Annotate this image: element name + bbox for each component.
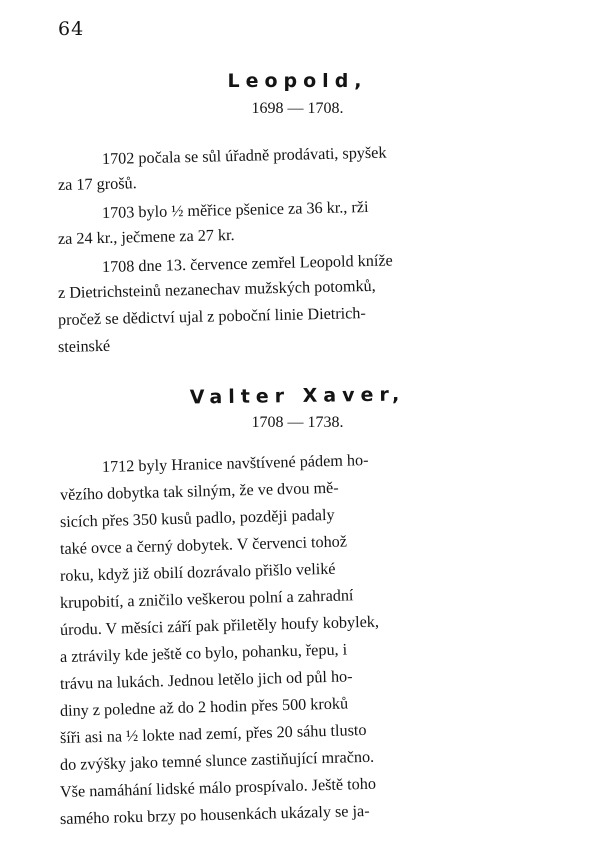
text-line: za 24 kr., ječmene za 27 kr. <box>57 225 235 248</box>
text-line: 1703 bylo ½ měřice pšenice za 36 kr., rži <box>101 197 369 222</box>
section-title-leopold: Leopold, <box>227 70 368 92</box>
text-line: a ztrávily kde ještě co bylo, pohanku, řepu, i <box>59 640 348 666</box>
text-line: roku, když již obilí dozrávalo přišlo veliké <box>59 559 336 585</box>
section-dates-leopold: 1698 — 1708. <box>251 100 344 117</box>
text-line: šíři asi na ½ lokte nad zemí, přes 20 sáhu tlusto <box>59 720 367 747</box>
text-line: vězího dobytka tak silným, že ve dvou mě- <box>59 478 339 504</box>
text-line: také ovce a černý dobytek. V červenci tohož <box>59 532 348 558</box>
text-line: sicích přes 350 kusů padlo, později padaly <box>59 505 335 531</box>
text-line: steinské <box>57 336 111 356</box>
text-line: diny z poledne až do 2 hodin přes 500 kroků <box>59 694 349 720</box>
text-line: Vše namáhání lidské málo prospívalo. Ještě toho <box>59 774 377 801</box>
text-line: krupobití, a zničilo veškerou polní a zahradní <box>59 586 354 612</box>
text-line: 1702 počala se sůl úřadně prodávati, spyšek <box>101 143 387 168</box>
section-title-valter-xaver: Valter Xaver, <box>189 383 406 409</box>
text-line: 1712 byly Hranice navštívené pádem ho- <box>101 451 369 476</box>
page-number: 64 <box>58 18 85 40</box>
text-line: za 17 grošů. <box>57 174 137 194</box>
section-dates-valter-xaver: 1708 — 1738. <box>251 414 344 431</box>
text-line: 1708 dne 13. července zemřel Leopold kníže <box>101 251 393 276</box>
text-line: z Dietrichsteinů nezanechav mužských potomků, <box>57 276 376 302</box>
text-line: úrodu. V měsíci září pak přiletěly houfy kobylek, <box>59 612 380 639</box>
text-line: pročež se dědictví ujal z poboční linie Dietrich- <box>57 304 367 329</box>
text-line: do zvýšky jako temné slunce zastiňující mračno. <box>59 747 375 774</box>
text-line: samého roku brzy po housenkách ukázaly se ja- <box>59 801 370 828</box>
text-line: trávu na lukách. Jednou letělo jich od půl ho- <box>59 667 353 693</box>
